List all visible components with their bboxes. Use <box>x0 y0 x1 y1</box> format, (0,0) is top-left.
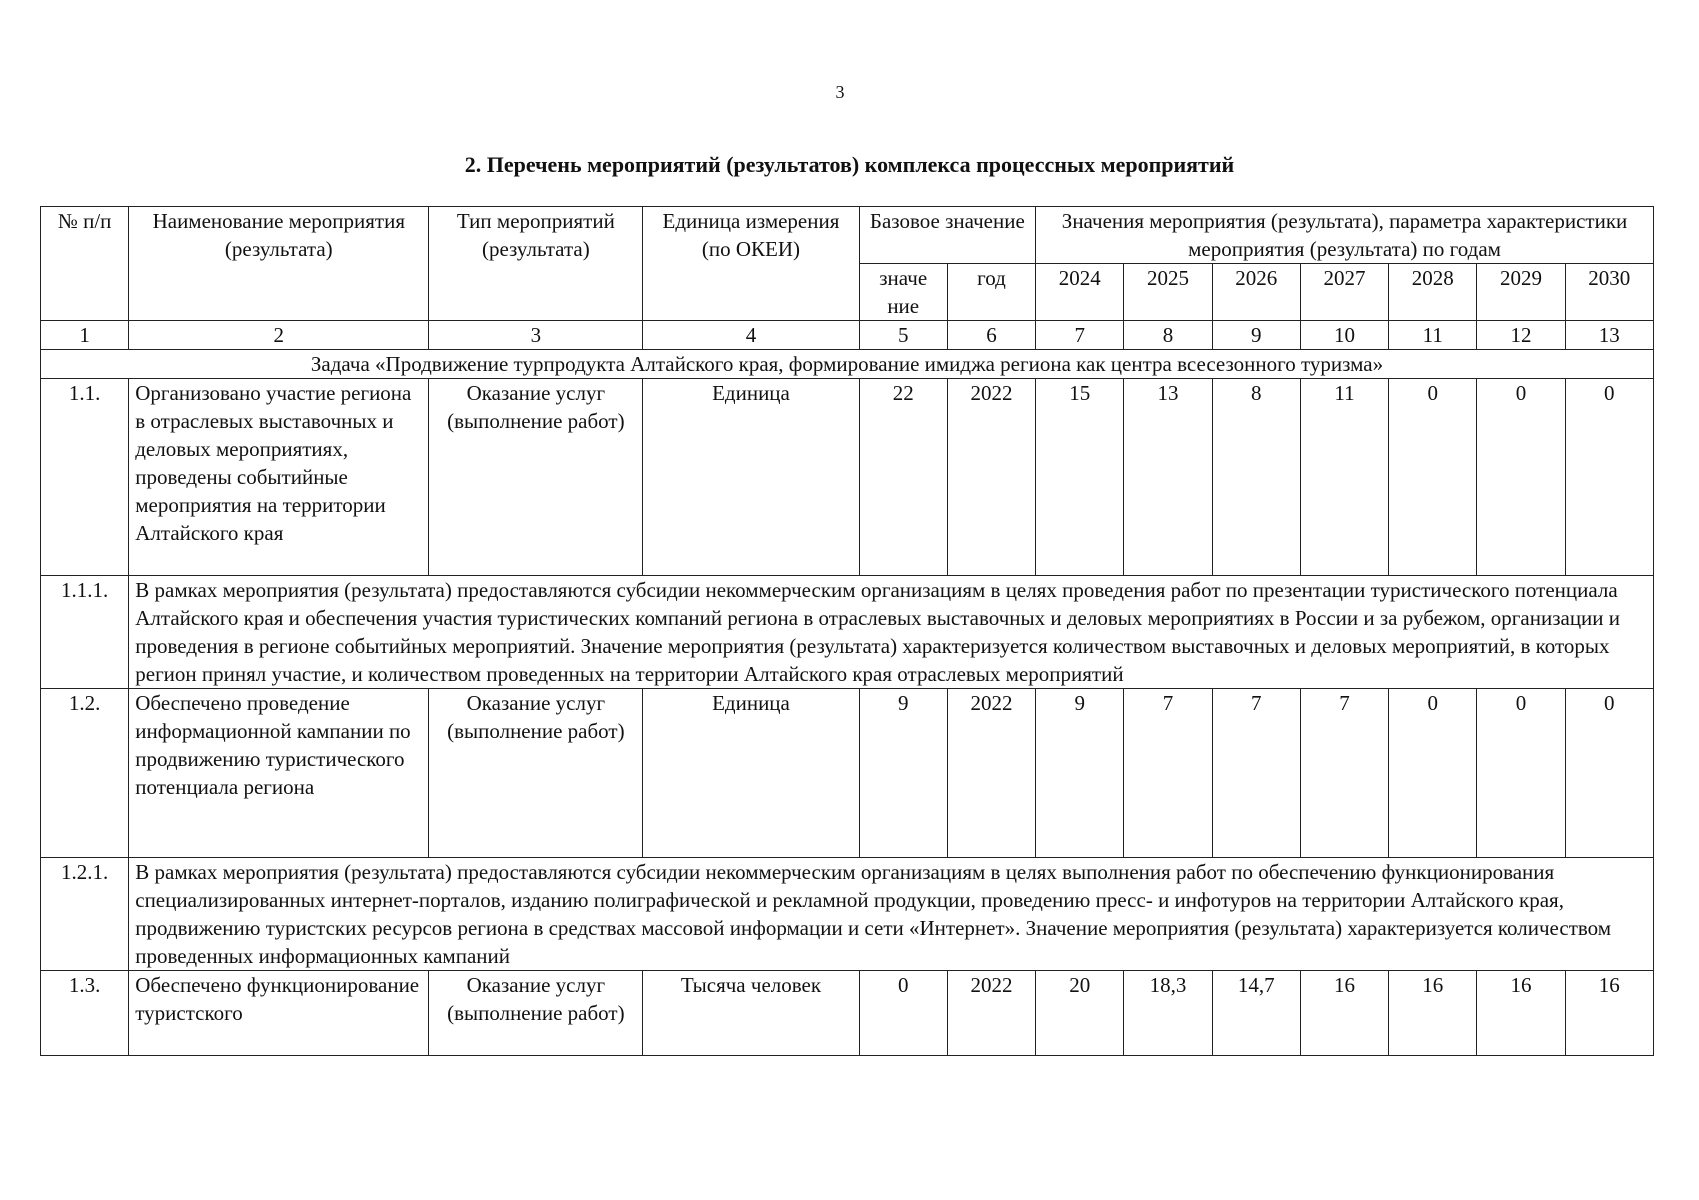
header-year: 2025 <box>1124 264 1212 321</box>
row-name: Обеспечено функционирование туристского <box>129 971 429 1056</box>
row-unit: Тысяча человек <box>643 971 859 1056</box>
row-num: 1.2. <box>41 689 129 858</box>
table-row <box>41 379 1654 576</box>
column-number: 4 <box>643 321 859 350</box>
description-text: В рамках мероприятия (результата) предоставляются субсидии некоммерческим организациям в целях выполнения работ по обеспечению функционирования специализированных интернет-порталов, изданию полиграфической и рекламной продукции, проведению пресс- и инфотуров на территории Алтайского края, продвижению туристских ресурсов региона в средствах массовой информации и сети «Интернет». Значение мероприятия (результата) характеризуется количеством проведенных информационных кампаний <box>129 858 1654 971</box>
description-row <box>41 576 1654 689</box>
row-value: 20 <box>1036 971 1124 1056</box>
row-value: 16 <box>1477 971 1565 1056</box>
header-type: Тип мероприятий (результата) <box>429 207 643 321</box>
header-year: 2028 <box>1389 264 1477 321</box>
row-unit: Единица <box>643 689 859 858</box>
header-year: 2026 <box>1212 264 1300 321</box>
row-value: 9 <box>1036 689 1124 858</box>
column-number: 6 <box>947 321 1035 350</box>
column-number-row <box>41 321 1654 350</box>
row-base-value: 0 <box>859 971 947 1056</box>
row-base-year: 2022 <box>947 689 1035 858</box>
row-value: 0 <box>1477 379 1565 576</box>
row-num: 1.3. <box>41 971 129 1056</box>
column-number: 13 <box>1565 321 1653 350</box>
header-year: 2024 <box>1036 264 1124 321</box>
row-base-year: 2022 <box>947 379 1035 576</box>
column-number: 7 <box>1036 321 1124 350</box>
row-type: Оказание услуг (выполнение работ) <box>429 379 643 576</box>
row-value: 16 <box>1389 971 1477 1056</box>
row-type: Оказание услуг (выполнение работ) <box>429 971 643 1056</box>
row-value: 0 <box>1389 379 1477 576</box>
page-number: 3 <box>835 82 845 102</box>
description-num: 1.2.1. <box>41 858 129 971</box>
task-title: Задача «Продвижение турпродукта Алтайского края, формирование имиджа региона как центра всесезонного туризма» <box>41 350 1654 379</box>
row-base-year: 2022 <box>947 971 1035 1056</box>
row-value: 8 <box>1212 379 1300 576</box>
table-row <box>41 971 1654 1056</box>
header-row-1 <box>41 207 1654 264</box>
column-number: 2 <box>129 321 429 350</box>
row-base-value: 22 <box>859 379 947 576</box>
row-value: 0 <box>1565 689 1653 858</box>
document-title: 2. Перечень мероприятий (результатов) комплекса процессных мероприятий <box>464 152 1235 177</box>
description-num: 1.1.1. <box>41 576 129 689</box>
header-year: 2030 <box>1565 264 1653 321</box>
row-value: 15 <box>1036 379 1124 576</box>
row-name: Обеспечено проведение информационной кампании по продвижению туристического потенциала региона <box>129 689 429 858</box>
column-number: 1 <box>41 321 129 350</box>
description-row <box>41 858 1654 971</box>
header-name: Наименование мероприятия (результата) <box>129 207 429 321</box>
row-name: Организовано участие региона в отраслевых выставочных и деловых мероприятиях, проведены событийные мероприятия на территории Алтайского края <box>129 379 429 576</box>
header-values-group: Значения мероприятия (результата), параметра характеристики мероприятия (результата) по годам <box>1036 207 1654 264</box>
header-base: Базовое значение <box>859 207 1036 264</box>
row-value: 0 <box>1565 379 1653 576</box>
row-value: 11 <box>1300 379 1388 576</box>
header-base-year: год <box>947 264 1035 321</box>
header-year: 2029 <box>1477 264 1565 321</box>
row-value: 0 <box>1389 689 1477 858</box>
row-value: 7 <box>1212 689 1300 858</box>
column-number: 3 <box>429 321 643 350</box>
row-base-value: 9 <box>859 689 947 858</box>
row-value: 7 <box>1300 689 1388 858</box>
activities-table <box>40 206 1654 1056</box>
row-unit: Единица <box>643 379 859 576</box>
header-unit: Единица измерения (по ОКЕИ) <box>643 207 859 321</box>
row-num: 1.1. <box>41 379 129 576</box>
column-number: 9 <box>1212 321 1300 350</box>
header-base-value: значе ние <box>859 264 947 321</box>
column-number: 5 <box>859 321 947 350</box>
row-value: 7 <box>1124 689 1212 858</box>
row-value: 14,7 <box>1212 971 1300 1056</box>
description-text: В рамках мероприятия (результата) предоставляются субсидии некоммерческим организациям в целях проведения работ по презентации туристического потенциала Алтайского края и обеспечения участия туристических компаний региона в отраслевых выставочных и деловых мероприятиях в России и за рубежом, организации и проведения в регионе событийных мероприятий. Значение мероприятия (результата) характеризуется количеством выставочных и деловых мероприятий, в которых регион принял участие, и количеством проведенных на территории Алтайского края отраслевых мероприятий <box>129 576 1654 689</box>
task-row <box>41 350 1654 379</box>
header-year: 2027 <box>1300 264 1388 321</box>
column-number: 8 <box>1124 321 1212 350</box>
column-number: 10 <box>1300 321 1388 350</box>
column-number: 11 <box>1389 321 1477 350</box>
row-value: 0 <box>1477 689 1565 858</box>
row-value: 16 <box>1300 971 1388 1056</box>
row-value: 18,3 <box>1124 971 1212 1056</box>
row-value: 13 <box>1124 379 1212 576</box>
row-value: 16 <box>1565 971 1653 1056</box>
table-row <box>41 689 1654 858</box>
row-type: Оказание услуг (выполнение работ) <box>429 689 643 858</box>
header-num: № п/п <box>41 207 129 321</box>
column-number: 12 <box>1477 321 1565 350</box>
